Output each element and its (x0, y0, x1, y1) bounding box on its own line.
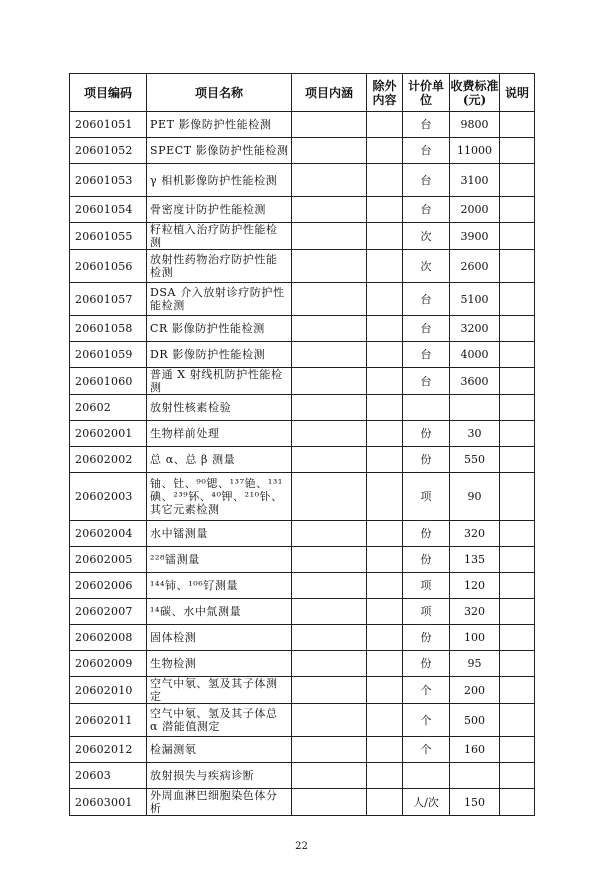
code-cell: 20602 (70, 395, 147, 421)
name-cell: SPECT 影像防护性能检测 (147, 138, 292, 164)
name-cell: 普通 X 射线机防护性能检测 (147, 368, 292, 395)
table-row (70, 197, 535, 223)
note-cell (500, 447, 535, 473)
table-row (70, 547, 535, 573)
content-cell (292, 164, 367, 197)
note-cell (500, 763, 535, 789)
exclusion-cell (367, 197, 403, 223)
exclusion-cell (367, 395, 403, 421)
price-cell: 90 (450, 473, 500, 521)
content-cell (292, 573, 367, 599)
note-cell (500, 421, 535, 447)
exclusion-cell (367, 625, 403, 651)
table-row (70, 521, 535, 547)
name-cell: DR 影像防护性能检测 (147, 342, 292, 368)
exclusion-cell (367, 547, 403, 573)
name-cell: 固体检测 (147, 625, 292, 651)
code-cell: 20602011 (70, 704, 147, 737)
content-cell (292, 737, 367, 763)
code-cell: 20601060 (70, 368, 147, 395)
content-cell (292, 138, 367, 164)
table-row (70, 250, 535, 283)
header-note: 说明 (500, 74, 535, 112)
table-row (70, 651, 535, 677)
name-cell: DSA 介入放射诊疗防护性能检测 (147, 283, 292, 316)
name-cell: 放射性药物治疗防护性能检测 (147, 250, 292, 283)
table-row (70, 138, 535, 164)
name-cell: 空气中氡、氢及其子体总 α 潜能值测定 (147, 704, 292, 737)
unit-cell: 个 (403, 704, 450, 737)
table-row (70, 342, 535, 368)
unit-cell: 台 (403, 112, 450, 138)
code-cell: 20603001 (70, 789, 147, 816)
code-cell: 20601059 (70, 342, 147, 368)
header-unit: 计价单位 (403, 74, 450, 112)
price-cell (450, 763, 500, 789)
price-cell: 500 (450, 704, 500, 737)
unit-cell: 份 (403, 651, 450, 677)
unit-cell: 次 (403, 250, 450, 283)
note-cell (500, 599, 535, 625)
exclusion-cell (367, 342, 403, 368)
table-row (70, 737, 535, 763)
price-cell: 3200 (450, 316, 500, 342)
exclusion-cell (367, 223, 403, 250)
price-cell: 11000 (450, 138, 500, 164)
table-row (70, 447, 535, 473)
price-cell: 3600 (450, 368, 500, 395)
table-row (70, 164, 535, 197)
unit-cell: 项 (403, 573, 450, 599)
content-cell (292, 368, 367, 395)
exclusion-cell (367, 599, 403, 625)
unit-cell: 人/次 (403, 789, 450, 816)
exclusion-cell (367, 316, 403, 342)
note-cell (500, 164, 535, 197)
table-row (70, 763, 535, 789)
content-cell (292, 342, 367, 368)
header-code: 项目编码 (70, 74, 147, 112)
table-row (70, 789, 535, 816)
exclusion-cell (367, 283, 403, 316)
exclusion-cell (367, 447, 403, 473)
table-row (70, 625, 535, 651)
code-cell: 20601056 (70, 250, 147, 283)
code-cell: 20601054 (70, 197, 147, 223)
name-cell: 放射损失与疾病诊断 (147, 763, 292, 789)
exclusion-cell (367, 677, 403, 704)
note-cell (500, 368, 535, 395)
price-cell: 320 (450, 599, 500, 625)
content-cell (292, 704, 367, 737)
note-cell (500, 737, 535, 763)
content-cell (292, 395, 367, 421)
unit-cell: 个 (403, 737, 450, 763)
price-cell: 2600 (450, 250, 500, 283)
price-cell: 150 (450, 789, 500, 816)
unit-cell: 台 (403, 138, 450, 164)
note-cell (500, 112, 535, 138)
code-cell: 20602005 (70, 547, 147, 573)
content-cell (292, 789, 367, 816)
code-cell: 20601057 (70, 283, 147, 316)
table-row (70, 677, 535, 704)
name-cell: PET 影像防护性能检测 (147, 112, 292, 138)
exclusion-cell (367, 112, 403, 138)
code-cell: 20601053 (70, 164, 147, 197)
note-cell (500, 342, 535, 368)
content-cell (292, 421, 367, 447)
table-row (70, 112, 535, 138)
price-cell: 3100 (450, 164, 500, 197)
price-cell: 3900 (450, 223, 500, 250)
header-price: 收费标准(元) (450, 74, 500, 112)
price-cell: 2000 (450, 197, 500, 223)
note-cell (500, 473, 535, 521)
code-cell: 20601058 (70, 316, 147, 342)
exclusion-cell (367, 737, 403, 763)
price-cell: 100 (450, 625, 500, 651)
unit-cell: 台 (403, 316, 450, 342)
name-cell: 空气中氡、氢及其子体测定 (147, 677, 292, 704)
table-row (70, 283, 535, 316)
fee-table (69, 73, 535, 816)
table-header-row (70, 74, 535, 112)
note-cell (500, 138, 535, 164)
header-exclusion: 除外内容 (367, 74, 403, 112)
exclusion-cell (367, 368, 403, 395)
unit-cell: 项 (403, 599, 450, 625)
name-cell: 骨密度计防护性能检测 (147, 197, 292, 223)
name-cell: γ 相机影像防护性能检测 (147, 164, 292, 197)
price-cell: 320 (450, 521, 500, 547)
price-cell: 550 (450, 447, 500, 473)
table-row (70, 573, 535, 599)
note-cell (500, 704, 535, 737)
name-cell: 水中镭测量 (147, 521, 292, 547)
unit-cell: 个 (403, 677, 450, 704)
price-cell: 160 (450, 737, 500, 763)
name-cell: 检漏测氡 (147, 737, 292, 763)
unit-cell: 次 (403, 223, 450, 250)
exclusion-cell (367, 138, 403, 164)
content-cell (292, 283, 367, 316)
price-cell: 4000 (450, 342, 500, 368)
table-row (70, 473, 535, 521)
code-cell: 20603 (70, 763, 147, 789)
unit-cell: 台 (403, 164, 450, 197)
name-cell: ²²⁸镭测量 (147, 547, 292, 573)
table-row (70, 599, 535, 625)
name-cell: 生物检测 (147, 651, 292, 677)
note-cell (500, 283, 535, 316)
content-cell (292, 677, 367, 704)
exclusion-cell (367, 651, 403, 677)
exclusion-cell (367, 473, 403, 521)
table-row (70, 395, 535, 421)
exclusion-cell (367, 521, 403, 547)
code-cell: 20602009 (70, 651, 147, 677)
unit-cell: 项 (403, 473, 450, 521)
table-body (70, 112, 535, 816)
exclusion-cell (367, 250, 403, 283)
code-cell: 20602008 (70, 625, 147, 651)
code-cell: 20602004 (70, 521, 147, 547)
content-cell (292, 599, 367, 625)
content-cell (292, 447, 367, 473)
name-cell: 放射性核素检验 (147, 395, 292, 421)
price-cell: 5100 (450, 283, 500, 316)
content-cell (292, 651, 367, 677)
code-cell: 20602010 (70, 677, 147, 704)
unit-cell: 份 (403, 447, 450, 473)
note-cell (500, 395, 535, 421)
content-cell (292, 521, 367, 547)
content-cell (292, 625, 367, 651)
unit-cell: 台 (403, 197, 450, 223)
code-cell: 20602002 (70, 447, 147, 473)
unit-cell: 份 (403, 625, 450, 651)
unit-cell: 份 (403, 421, 450, 447)
content-cell (292, 547, 367, 573)
table-row (70, 368, 535, 395)
price-cell: 120 (450, 573, 500, 599)
content-cell (292, 223, 367, 250)
exclusion-cell (367, 421, 403, 447)
name-cell: 总 α、总 β 测量 (147, 447, 292, 473)
name-cell: 籽粒植入治疗防护性能检测 (147, 223, 292, 250)
note-cell (500, 316, 535, 342)
name-cell: 生物样前处理 (147, 421, 292, 447)
unit-cell: 份 (403, 547, 450, 573)
code-cell: 20602006 (70, 573, 147, 599)
name-cell: ¹⁴碳、水中氚测量 (147, 599, 292, 625)
name-cell: 外周血淋巴细胞染色体分析 (147, 789, 292, 816)
content-cell (292, 316, 367, 342)
unit-cell: 台 (403, 368, 450, 395)
code-cell: 20602012 (70, 737, 147, 763)
header-name: 项目名称 (147, 74, 292, 112)
code-cell: 20602007 (70, 599, 147, 625)
header-content: 项目内涵 (292, 74, 367, 112)
price-cell: 135 (450, 547, 500, 573)
price-cell: 9800 (450, 112, 500, 138)
price-cell (450, 395, 500, 421)
note-cell (500, 547, 535, 573)
exclusion-cell (367, 704, 403, 737)
note-cell (500, 677, 535, 704)
content-cell (292, 763, 367, 789)
name-cell: CR 影像防护性能检测 (147, 316, 292, 342)
table-row (70, 316, 535, 342)
code-cell: 20602001 (70, 421, 147, 447)
name-cell: ¹⁴⁴铈、¹⁰⁶钌测量 (147, 573, 292, 599)
content-cell (292, 112, 367, 138)
table-row (70, 223, 535, 250)
table-row (70, 704, 535, 737)
name-cell: 铀、钍、⁹⁰锶、¹³⁷铯、¹³¹碘、²³⁹钚、⁴⁰钾、²¹⁰钋、其它元素检测 (147, 473, 292, 521)
unit-cell: 台 (403, 342, 450, 368)
code-cell: 20601051 (70, 112, 147, 138)
code-cell: 20601052 (70, 138, 147, 164)
exclusion-cell (367, 164, 403, 197)
unit-cell: 份 (403, 521, 450, 547)
note-cell (500, 197, 535, 223)
note-cell (500, 521, 535, 547)
price-cell: 200 (450, 677, 500, 704)
note-cell (500, 789, 535, 816)
content-cell (292, 250, 367, 283)
note-cell (500, 250, 535, 283)
note-cell (500, 625, 535, 651)
content-cell (292, 473, 367, 521)
unit-cell (403, 763, 450, 789)
price-cell: 95 (450, 651, 500, 677)
table-row (70, 421, 535, 447)
note-cell (500, 223, 535, 250)
code-cell: 20602003 (70, 473, 147, 521)
exclusion-cell (367, 789, 403, 816)
unit-cell: 台 (403, 283, 450, 316)
exclusion-cell (367, 573, 403, 599)
note-cell (500, 573, 535, 599)
page-number: 22 (295, 841, 308, 852)
unit-cell (403, 395, 450, 421)
price-cell: 30 (450, 421, 500, 447)
content-cell (292, 197, 367, 223)
code-cell: 20601055 (70, 223, 147, 250)
note-cell (500, 651, 535, 677)
exclusion-cell (367, 763, 403, 789)
